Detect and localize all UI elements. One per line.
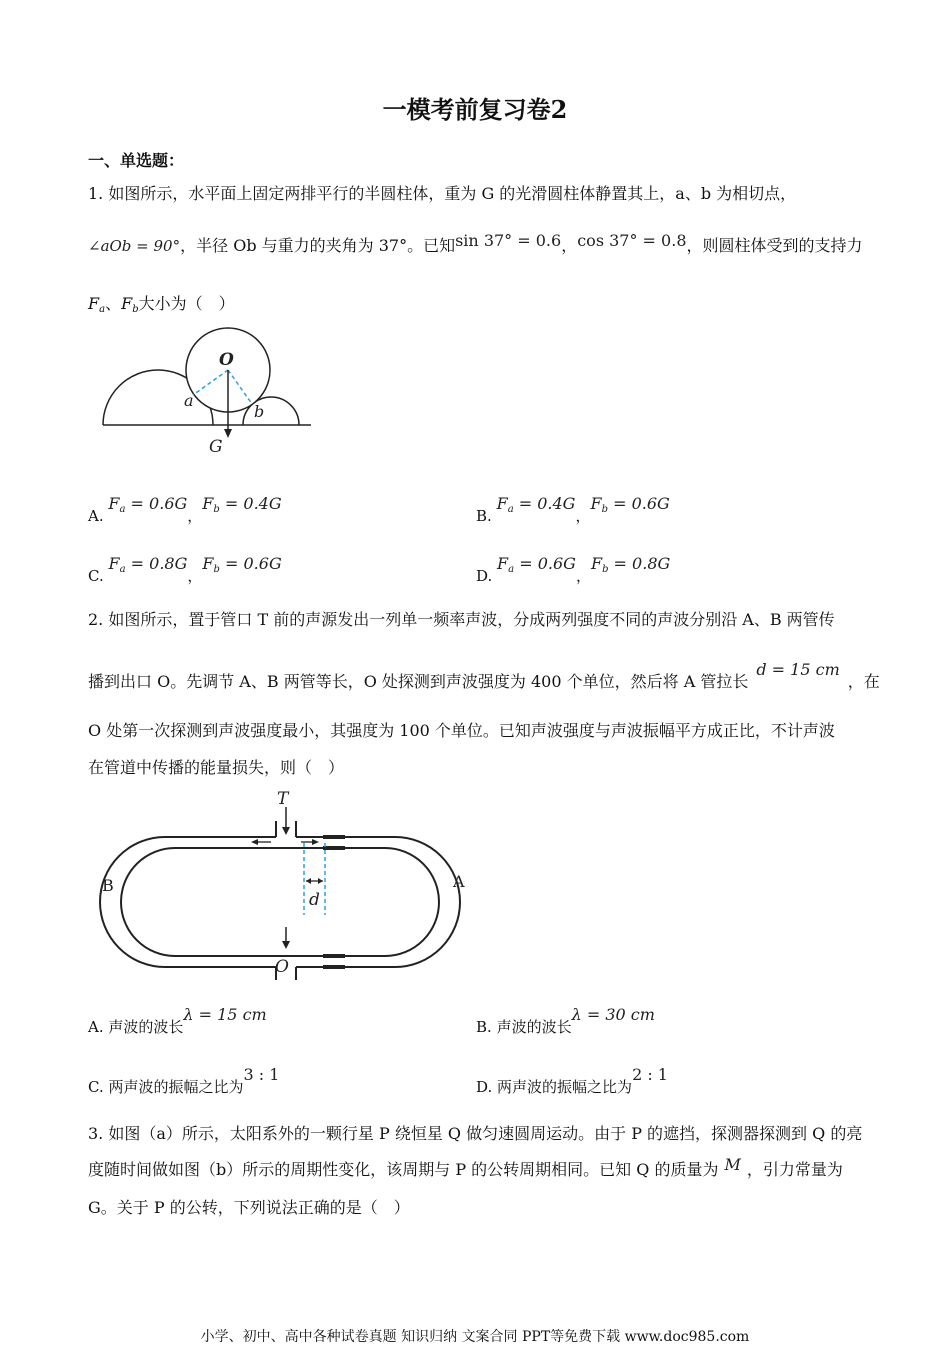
label-T: T: [277, 789, 289, 809]
label-O: O: [219, 350, 234, 370]
q2-option-c[interactable]: C. 两声波的振幅之比为3 : 1: [88, 1065, 280, 1096]
q2-line2: 播到出口 O。先调节 A、B 两管等长，O 处探测到声波强度为 400 个单位，然后将 A 管拉长d = 15 cm，在: [88, 660, 880, 691]
q2-option-a[interactable]: A. 声波的波长λ = 15 cm: [88, 1005, 267, 1036]
q1-line1: 1. 如图所示，水平面上固定两排平行的半圆柱体，重为 G 的光滑圆柱体静置其上，a、b 为相切点，: [88, 184, 797, 203]
q3-line2: 度随时间做如图（b）所示的周期性变化，该周期与 P 的公转周期相同。已知 Q 的质量为 M ，引力常量为: [88, 1155, 843, 1179]
outer-tube: [100, 837, 460, 967]
q2-option-b[interactable]: B. 声波的波长λ = 30 cm: [476, 1005, 655, 1036]
gravity-arrow-head: [224, 429, 232, 438]
footer-text: 小学、初中、高中各种试卷真题 知识归纳 文案合同 PPT等免费下载 www.doc985.com: [200, 1329, 750, 1345]
label-O2: O: [275, 957, 289, 977]
q3-line1: 3. 如图（a）所示，太阳系外的一颗行星 P 绕恒星 Q 做匀速圆周运动。由于 P 的遮挡，探测器探测到 Q 的亮: [88, 1124, 863, 1143]
q1-option-a[interactable]: A. $F_a = 0.6G$，$F_b = 0.4G$: [88, 494, 282, 525]
section-heading: 一、单选题：: [88, 151, 185, 170]
inner-tube: [121, 848, 439, 956]
q1-option-c[interactable]: C. $F_a = 0.8G$，$F_b = 0.6G$: [88, 554, 282, 585]
q1-cos: cos 37° = 0.8: [577, 231, 687, 250]
q2-option-d[interactable]: D. 两声波的振幅之比为2 : 1: [476, 1065, 668, 1096]
label-b: b: [254, 402, 265, 421]
label-B: B: [102, 876, 114, 895]
q2-line3: O 处第一次探测到声波强度最小，其强度为 100 个单位。已知声波强度与声波振幅平方成正比，不计声波: [88, 721, 835, 740]
q1-option-b[interactable]: B. $F_a = 0.4G$，$F_b = 0.6G$: [476, 494, 670, 525]
q3-line3: G。关于 P 的公转，下列说法正确的是（ ）: [88, 1198, 410, 1217]
q2-d-eq: d = 15 cm: [756, 660, 840, 679]
q1-figure: [95, 325, 325, 460]
label-a: a: [184, 391, 194, 410]
q1-line3: $F_a$、$F_b$大小为（ ）: [88, 294, 235, 315]
label-A: A: [453, 872, 465, 891]
label-d: d: [309, 890, 320, 910]
q1-line2-mid: ，半径 Ob 与重力的夹角为 37°。已知: [180, 236, 456, 255]
q2-line1: 2. 如图所示，置于管口 T 前的声源发出一列单一频率声波，分成两列强度不同的声波分别沿 A、B 两管传: [88, 610, 835, 629]
page-title: 一模考前复习卷2: [382, 95, 568, 124]
q1-line2: ∠aOb = 90°，半径 Ob 与重力的夹角为 37°。已知sin 37° = 0.6，cos 37° = 0.8，则圆柱体受到的支持力: [88, 231, 863, 255]
label-G: G: [209, 437, 223, 457]
q1-angle: ∠aOb = 90°: [88, 237, 181, 255]
q2-figure: [95, 785, 485, 980]
q1-sin: sin 37° = 0.6: [455, 231, 562, 250]
q1-option-d[interactable]: D. $F_a = 0.6G$，$F_b = 0.8G$: [476, 554, 671, 585]
q2-line4: 在管道中传播的能量损失，则（ ）: [88, 758, 345, 777]
